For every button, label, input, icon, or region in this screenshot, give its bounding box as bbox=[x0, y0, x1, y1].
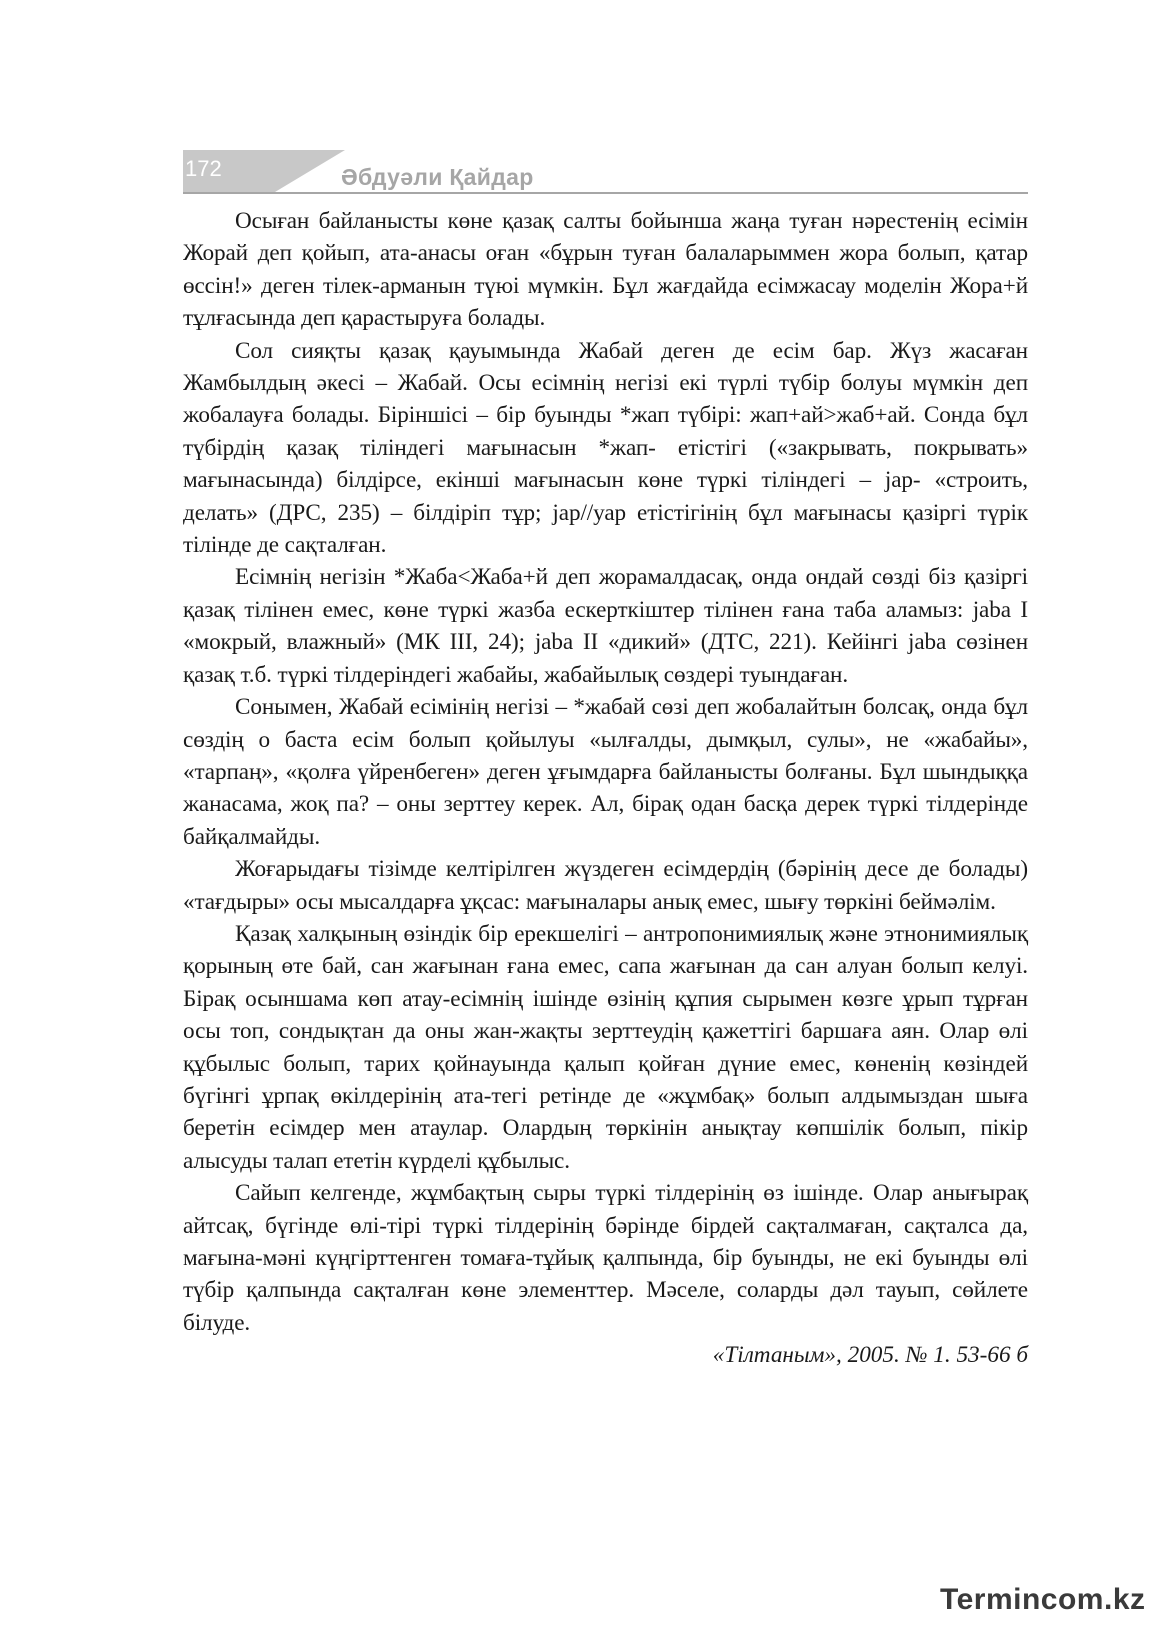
article-body bbox=[183, 205, 1028, 1372]
running-header bbox=[183, 150, 1028, 195]
paragraph: Сол сияқты қазақ қауымында Жабай деген де есім бар. Жүз жасаған Жамбылдың әкесі – Жабай. Осы есімнің негізі екі түрлі түбір болуы мүмкін деп жобалауға болады. Біріншісі – бір буынды *жап түбірі: жап+ай>жаб+ай. Сонда бұл түбірдің қазақ тіліндегі мағынасын *жап- етістігі («закрывать, покрывать» мағынасында) білдірсе, екінші мағынасын көне түркі тіліндегі – jap- «строить, делать» (ДРС, 235) – білдіріп тұр; jap//уар етістігінің бұл мағынасы қазіргі түрік тілінде де сақталған. bbox=[183, 337, 1028, 559]
paragraph: Қазақ халқының өзіндік бір ерекшелігі – антропонимиялық және этнонимиялық қорының өте бай, сан жағынан ғана емес, сапа жағынан да сан алуан болып келуі. Бірақ осыншама көп атау-есімнің ішінде өзінің құпия сырымен көзге ұрып тұрған осы топ, сондықтан да оны жан-жақты зерттеудің қажеттігі баршаға аян. Олар өлі құбылыс болып, тарих қойнауында қалып қойған дүние емес, көненің көзіндей бүгінгі ұрпақ өкілдерінің ата-тегі ретінде де «жұмбақ» болып алдымыздан шыға беретін есімдер мен атаулар. Олардың төркінін анықтау көпшілік болып, пікір алысуды талап ететін күрделі құбылыс. bbox=[183, 920, 1028, 1174]
page-number-box bbox=[183, 150, 275, 192]
source-citation: «Тілтаным», 2005. № 1. 53-66 б bbox=[712, 1342, 1028, 1369]
author-name: Әбдуәли Қайдар bbox=[341, 164, 534, 190]
paragraph: Сонымен, Жабай есімінің негізі – *жабай сөзі деп жобалайтын болсақ, онда бұл сөздің о баста есім болып қойылуы «ылғалды, дымқыл, сулы», не «жабайы», «тарпаң», «қолға үйренбеген» деген ұғымдарға байланысты болғаны. Бұл шындыққа жанасама, жоқ па? – оны зерттеу керек. Ал, бірақ одан басқа дерек түркі тілдерінде байқалмайды. bbox=[183, 694, 1028, 850]
paragraph: Есімнің негізін *Жаба<Жаба+й деп жорамалдасақ, онда ондай сөзді біз қазіргі қазақ тілінен емес, көне түркі жазба ескерткіштер тілінен ғана таба аламыз: jaba I «мокрый, влажный» (МК III, 24); jaba II «дикий» (ДТС, 221). Кейінгі jaba сөзінен қазақ т.б. түркі тілдеріндегі жабайы, жабайылық сөздері туындаған. bbox=[183, 564, 1028, 688]
page-number-tab-shape bbox=[275, 150, 345, 192]
paragraph: Сайып келгенде, жұмбақтың сыры түркі тілдерінің өз ішінде. Олар анығырақ айтсақ, бүгінде өлі-тірі түркі тілдерінің бәрінде бірдей сақталмаған, сақталса да, мағына-мәні күңгірттенген томаға-тұйық қалпында, бір буынды, не екі буынды өлі түбір қалпында сақталған көне элементтер. Мәселе, соларды дәл тауып, сөйлете білуде. bbox=[183, 1180, 1028, 1336]
page-number: 172 bbox=[185, 156, 222, 181]
paragraph: Осыған байланысты көне қазақ салты бойынша жаңа туған нәрестенің есімін Жорай деп қойып, ата-анасы оған «бұрын туған балаларыммен жора болып, қатар өссін!» деген тілек-арманын түюі мүмкін. Бұл жағдайда есімжасау моделін Жора+й тұлғасында деп қарастыруға болады. bbox=[183, 208, 1028, 332]
header-rule bbox=[183, 192, 1028, 194]
site-watermark: Termincom.kz bbox=[940, 1583, 1146, 1616]
paragraph: Жоғарыдағы тізімде келтірілген жүздеген есімдердің (бәрінің десе де болады) «тағдыры» осы мысалдарға ұқсас: мағыналары анық емес, шығу төркіні беймәлім. bbox=[183, 856, 1028, 915]
